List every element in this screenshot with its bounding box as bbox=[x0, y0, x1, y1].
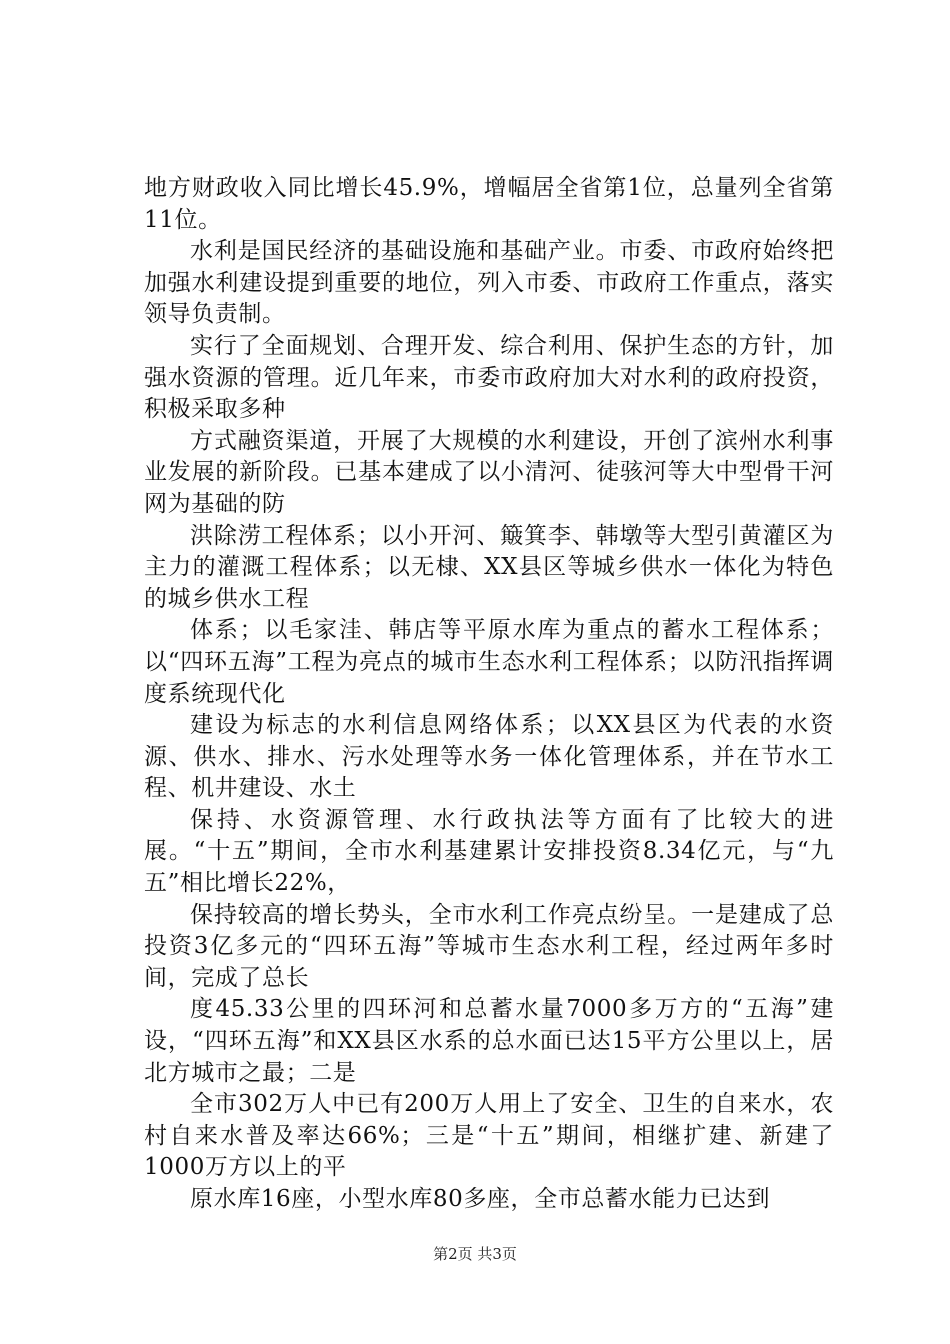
paragraph: 洪除涝工程体系；以小开河、簸箕李、韩墩等大型引黄灌区为主力的灌溉工程体系；以无棣、XX县区等城乡供水一体化为特色的城乡供水工程 bbox=[144, 522, 834, 612]
paragraph: 水利是国民经济的基础设施和基础产业。市委、市政府始终把加强水利建设提到重要的地位，列入市委、市政府工作重点，落实领导负责制。 bbox=[144, 238, 834, 328]
paragraph: 地方财政收入同比增长45.9%，增幅居全省第1位，总量列全省第11位。 bbox=[144, 175, 834, 233]
paragraph: 体系；以毛家洼、韩店等平原水库为重点的蓄水工程体系；以“四环五海”工程为亮点的城市生态水利工程体系；以防汛指挥调度系统现代化 bbox=[144, 617, 834, 707]
page-footer: 第2页 共3页 bbox=[433, 1245, 517, 1263]
paragraph: 实行了全面规划、合理开发、综合利用、保护生态的方针，加强水资源的管理。近几年来，市委市政府加大对水利的政府投资，积极采取多种 bbox=[144, 332, 834, 423]
paragraph: 全市302万人中已有200万人用上了安全、卫生的自来水，农村自来水普及率达66%；三是“十五”期间，相继扩建、新建了1000万方以上的平 bbox=[144, 1091, 834, 1181]
paragraph: 保持较高的增长势头，全市水利工作亮点纷呈。一是建成了总投资3亿多元的“四环五海”等城市生态水利工程，经过两年多时间，完成了总长 bbox=[144, 901, 834, 991]
paragraph: 方式融资渠道，开展了大规模的水利建设，开创了滨州水利事业发展的新阶段。已基本建成了以小清河、徒骇河等大中型骨干河网为基础的防 bbox=[144, 427, 834, 517]
paragraph: 建设为标志的水利信息网络体系；以XX县区为代表的水资源、供水、排水、污水处理等水务一体化管理体系，并在节水工程、机井建设、水土 bbox=[144, 712, 834, 802]
paragraph: 度45.33公里的四环河和总蓄水量7000多万方的“五海”建设，“四环五海”和XX县区水系的总水面已达15平方公里以上，居北方城市之最；二是 bbox=[144, 996, 834, 1086]
document-body bbox=[144, 173, 834, 1216]
paragraph: 保持、水资源管理、水行政执法等方面有了比较大的进展。“十五”期间，全市水利基建累计安排投资8.34亿元，与“九五”相比增长22%， bbox=[144, 806, 834, 897]
paragraph: 原水库16座，小型水库80多座，全市总蓄水能力已达到 bbox=[190, 1186, 771, 1212]
